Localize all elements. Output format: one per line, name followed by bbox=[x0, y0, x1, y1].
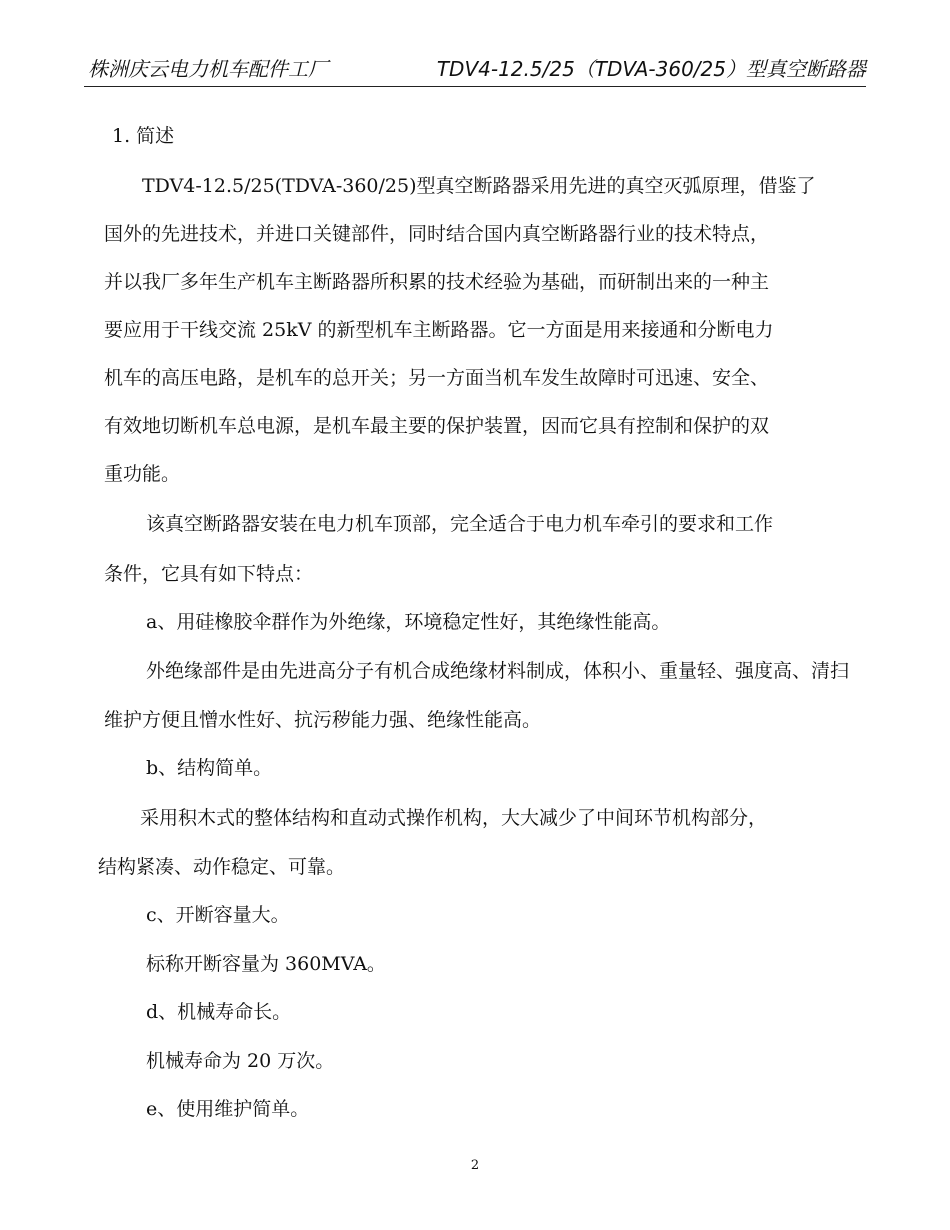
feature-a: a、用硅橡胶伞群作为外绝缘，环境稳定性好，其绝缘性能高。 bbox=[146, 611, 671, 633]
header-company-name: 株洲庆云电力机车配件工厂 bbox=[88, 57, 328, 81]
paragraph-2-line: 条件，它具有如下特点： bbox=[104, 563, 314, 585]
feature-b: b、结构简单。 bbox=[146, 757, 273, 779]
feature-e: e、使用维护简单。 bbox=[146, 1098, 310, 1120]
feature-c: c、开断容量大。 bbox=[146, 904, 290, 926]
page-header bbox=[84, 56, 866, 87]
page-number: 2 bbox=[470, 1158, 480, 1173]
feature-d: d、机械寿命长。 bbox=[146, 1001, 292, 1023]
header-product-title: TDV4-12.5/25（TDVA-360/25）型真空断路器 bbox=[436, 57, 866, 81]
paragraph-1-line: 重功能。 bbox=[104, 463, 181, 485]
paragraph-1-line: 机车的高压电路，是机车的总开关；另一方面当机车发生故障时可迅速、安全、 bbox=[104, 367, 770, 389]
paragraph-2-line: 该真空断路器安装在电力机车顶部，完全适合于电力机车牵引的要求和工作 bbox=[146, 513, 774, 535]
feature-d-desc: 机械寿命为 20 万次。 bbox=[146, 1050, 335, 1072]
feature-a-desc: 外绝缘部件是由先进高分子有机合成绝缘材料制成，体积小、重量轻、强度高、清扫 bbox=[146, 660, 850, 682]
section-heading: 1. 简述 bbox=[112, 125, 175, 147]
paragraph-1-line: 有效地切断机车总电源，是机车最主要的保护装置，因而它具有控制和保护的双 bbox=[104, 415, 770, 437]
feature-c-desc: 标称开断容量为 360MVA。 bbox=[146, 953, 386, 975]
paragraph-1-line: 要应用于干线交流 25kV 的新型机车主断路器。它一方面是用来接通和分断电力 bbox=[104, 319, 774, 341]
feature-b-desc: 结构紧凑、动作稳定、可靠。 bbox=[98, 856, 346, 878]
feature-b-desc: 采用积木式的整体结构和直动式操作机构，大大减少了中间环节机构部分， bbox=[140, 807, 768, 829]
feature-a-desc: 维护方便且憎水性好、抗污秽能力强、绝缘性能高。 bbox=[104, 709, 542, 731]
paragraph-1-line: 并以我厂多年生产机车主断路器所积累的技术经验为基础，而研制出来的一种主 bbox=[104, 271, 770, 293]
paragraph-1-line: TDV4-12.5/25(TDVA-360/25)型真空断路器采用先进的真空灭弧原理，借鉴了 bbox=[142, 175, 816, 197]
paragraph-1-line: 国外的先进技术，并进口关键部件，同时结合国内真空断路器行业的技术特点， bbox=[104, 223, 770, 245]
